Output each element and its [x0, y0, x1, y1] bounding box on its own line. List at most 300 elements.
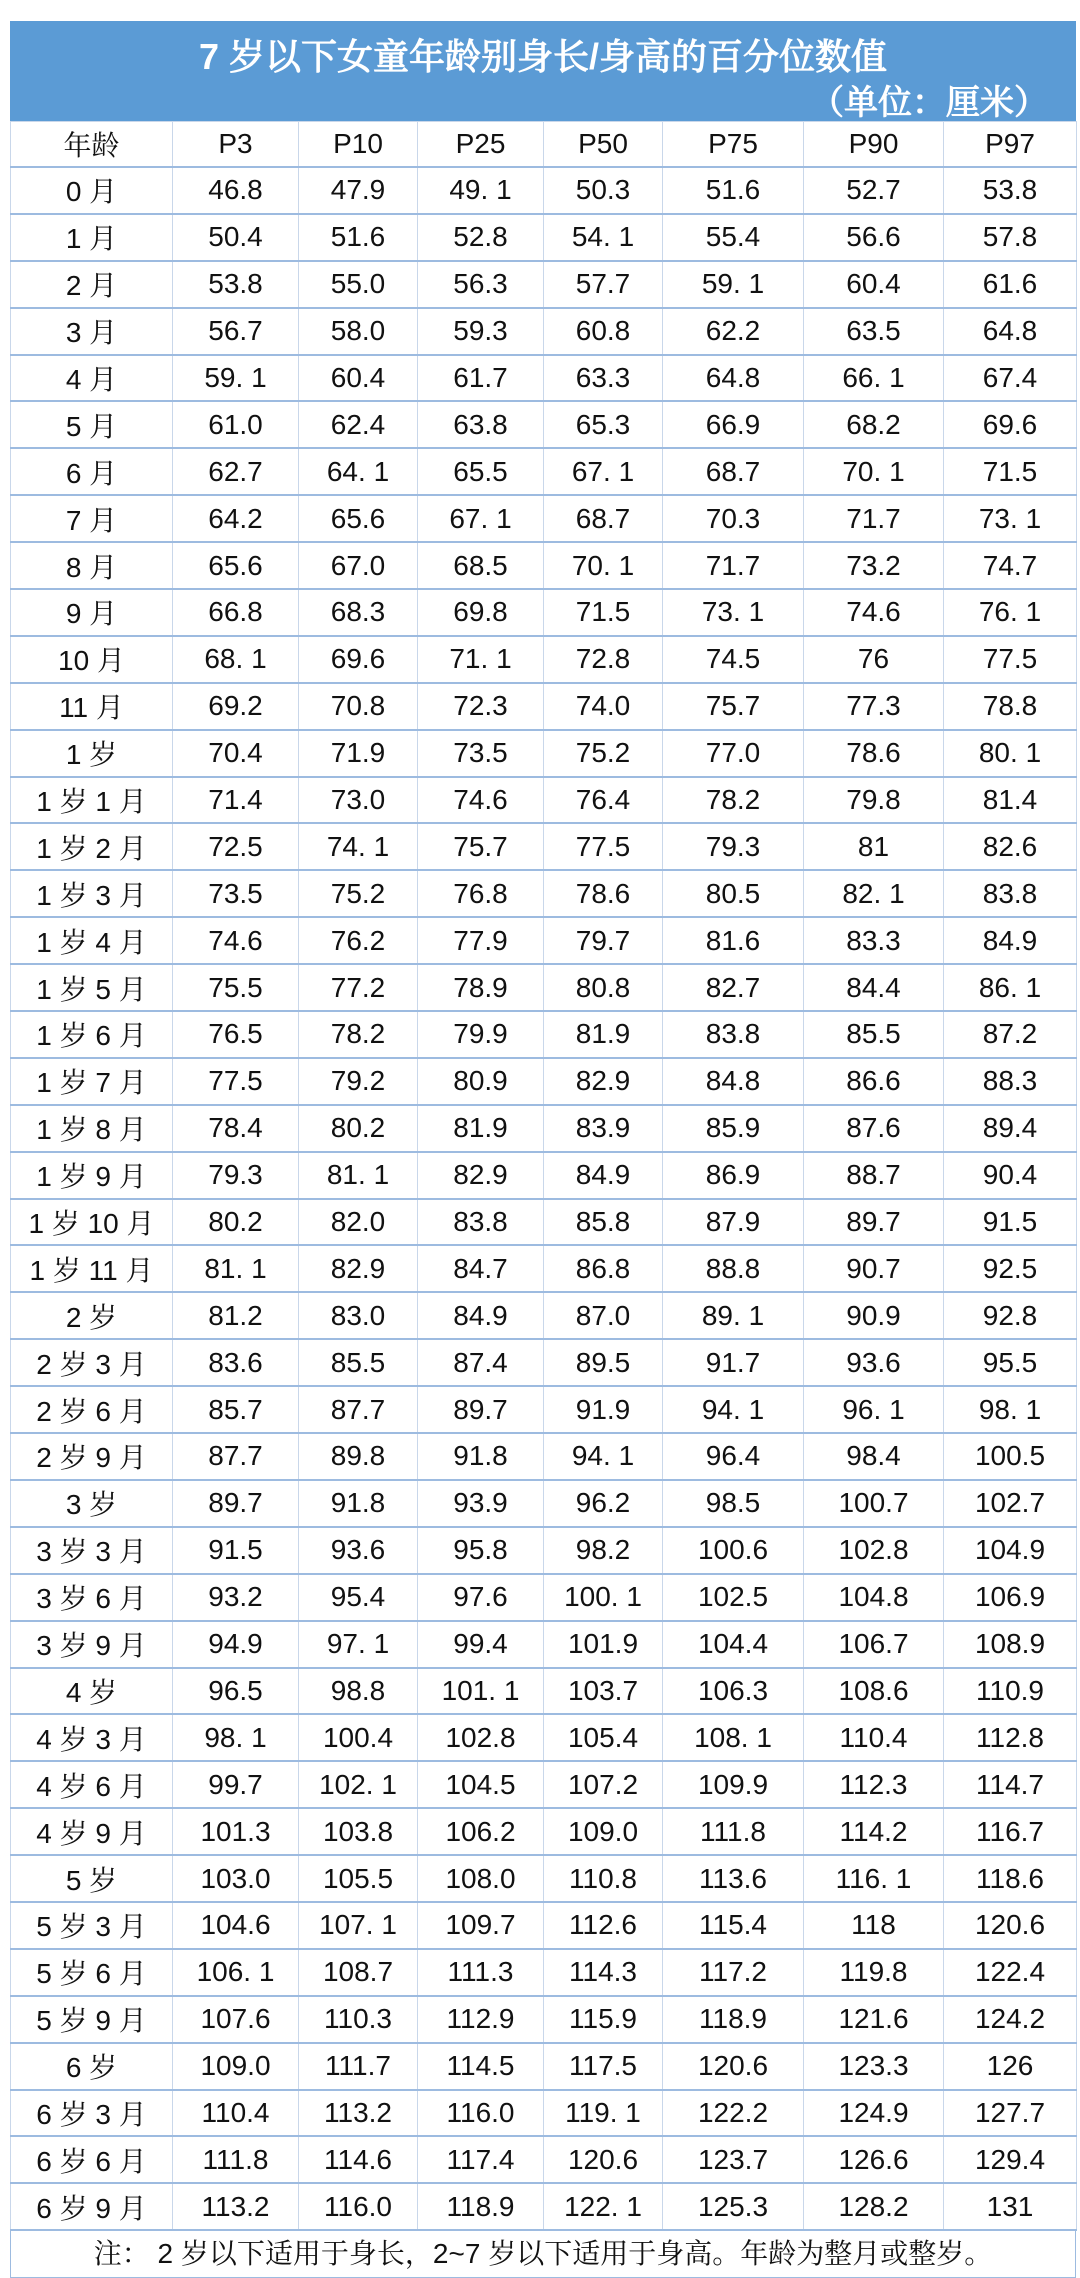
value-cell: 110.4: [173, 2090, 299, 2137]
value-cell: 104.8: [804, 1574, 944, 1621]
value-cell: 69.6: [299, 636, 418, 683]
value-cell: 118.9: [663, 1996, 804, 2043]
value-cell: 92.5: [944, 1245, 1077, 1292]
table-row: [11, 542, 1077, 589]
value-cell: 103.7: [544, 1668, 663, 1715]
table-row: [11, 1527, 1077, 1574]
value-cell: 107. 1: [299, 1902, 418, 1949]
value-cell: 82.9: [418, 1152, 544, 1199]
value-cell: 93.9: [418, 1480, 544, 1527]
value-cell: 100.7: [804, 1480, 944, 1527]
value-cell: 73. 1: [663, 589, 804, 636]
value-cell: 79.2: [299, 1058, 418, 1105]
age-cell: 3 岁 6 月: [11, 1574, 173, 1621]
value-cell: 89.5: [544, 1339, 663, 1386]
value-cell: 111.7: [299, 2043, 418, 2090]
value-cell: 72.8: [544, 636, 663, 683]
table-row: [11, 2043, 1077, 2090]
value-cell: 81: [804, 823, 944, 870]
value-cell: 67. 1: [418, 495, 544, 542]
value-cell: 108.0: [418, 1855, 544, 1902]
value-cell: 118.6: [944, 1855, 1077, 1902]
value-cell: 82.6: [944, 823, 1077, 870]
value-cell: 69.2: [173, 683, 299, 730]
value-cell: 103.8: [299, 1808, 418, 1855]
table-row: [11, 355, 1077, 402]
table-row: [11, 823, 1077, 870]
value-cell: 101.3: [173, 1808, 299, 1855]
table-row: [11, 777, 1077, 824]
value-cell: 80. 1: [944, 730, 1077, 777]
value-cell: 74.6: [173, 917, 299, 964]
value-cell: 76.2: [299, 917, 418, 964]
value-cell: 101.9: [544, 1621, 663, 1668]
value-cell: 83.8: [418, 1199, 544, 1246]
value-cell: 114.7: [944, 1761, 1077, 1808]
value-cell: 84.9: [944, 917, 1077, 964]
value-cell: 65.3: [544, 401, 663, 448]
value-cell: 99.7: [173, 1761, 299, 1808]
table-row: [11, 1668, 1077, 1715]
value-cell: 74.5: [663, 636, 804, 683]
value-cell: 100.4: [299, 1714, 418, 1761]
value-cell: 78.6: [544, 870, 663, 917]
value-cell: 74.6: [804, 589, 944, 636]
value-cell: 113.2: [299, 2090, 418, 2137]
value-cell: 114.6: [299, 2136, 418, 2183]
age-cell: 6 岁 6 月: [11, 2136, 173, 2183]
value-cell: 73. 1: [944, 495, 1077, 542]
value-cell: 93.6: [804, 1339, 944, 1386]
value-cell: 59. 1: [173, 355, 299, 402]
value-cell: 62.7: [173, 448, 299, 495]
value-cell: 61.0: [173, 401, 299, 448]
value-cell: 81.4: [944, 777, 1077, 824]
value-cell: 112.3: [804, 1761, 944, 1808]
value-cell: 117.4: [418, 2136, 544, 2183]
table-row: [11, 1245, 1077, 1292]
value-cell: 77.9: [418, 917, 544, 964]
value-cell: 65.5: [418, 448, 544, 495]
value-cell: 70. 1: [804, 448, 944, 495]
age-cell: 1 岁 7 月: [11, 1058, 173, 1105]
value-cell: 85.5: [804, 1011, 944, 1058]
value-cell: 82.7: [663, 964, 804, 1011]
value-cell: 89.4: [944, 1105, 1077, 1152]
value-cell: 87.4: [418, 1339, 544, 1386]
value-cell: 71.5: [544, 589, 663, 636]
value-cell: 118.9: [418, 2183, 544, 2230]
value-cell: 110.4: [804, 1714, 944, 1761]
value-cell: 58.0: [299, 308, 418, 355]
value-cell: 114.5: [418, 2043, 544, 2090]
value-cell: 75.2: [544, 730, 663, 777]
value-cell: 74.6: [418, 777, 544, 824]
value-cell: 84.9: [544, 1152, 663, 1199]
value-cell: 84.9: [418, 1292, 544, 1339]
column-header: 年龄: [11, 122, 173, 168]
age-cell: 6 月: [11, 448, 173, 495]
value-cell: 109.7: [418, 1902, 544, 1949]
value-cell: 107.6: [173, 1996, 299, 2043]
value-cell: 82. 1: [804, 870, 944, 917]
value-cell: 61.6: [944, 261, 1077, 308]
value-cell: 86. 1: [944, 964, 1077, 1011]
value-cell: 78.2: [299, 1011, 418, 1058]
footnote: 注： 2 岁以下适用于身长，2~7 岁以下适用于身高。年龄为整月或整岁。: [10, 2231, 1076, 2278]
value-cell: 95.8: [418, 1527, 544, 1574]
value-cell: 94.9: [173, 1621, 299, 1668]
value-cell: 69.6: [944, 401, 1077, 448]
value-cell: 71.5: [944, 448, 1077, 495]
value-cell: 95.5: [944, 1339, 1077, 1386]
table-row: [11, 401, 1077, 448]
value-cell: 96. 1: [804, 1386, 944, 1433]
value-cell: 91.5: [944, 1199, 1077, 1246]
value-cell: 63.3: [544, 355, 663, 402]
table-row: [11, 1574, 1077, 1621]
value-cell: 68. 1: [173, 636, 299, 683]
table-row: [11, 261, 1077, 308]
value-cell: 80.5: [663, 870, 804, 917]
value-cell: 124.2: [944, 1996, 1077, 2043]
value-cell: 77.5: [173, 1058, 299, 1105]
value-cell: 124.9: [804, 2090, 944, 2137]
age-cell: 4 岁: [11, 1668, 173, 1715]
age-cell: 3 岁 3 月: [11, 1527, 173, 1574]
value-cell: 77.3: [804, 683, 944, 730]
value-cell: 83.8: [944, 870, 1077, 917]
value-cell: 120.6: [544, 2136, 663, 2183]
value-cell: 104.5: [418, 1761, 544, 1808]
value-cell: 87.9: [663, 1199, 804, 1246]
value-cell: 60.4: [299, 355, 418, 402]
value-cell: 65.6: [299, 495, 418, 542]
value-cell: 75.7: [418, 823, 544, 870]
value-cell: 49. 1: [418, 167, 544, 214]
age-cell: 9 月: [11, 589, 173, 636]
value-cell: 75.5: [173, 964, 299, 1011]
age-cell: 3 月: [11, 308, 173, 355]
value-cell: 110.9: [944, 1668, 1077, 1715]
value-cell: 85.5: [299, 1339, 418, 1386]
table-row: [11, 1433, 1077, 1480]
age-cell: 8 月: [11, 542, 173, 589]
age-cell: 10 月: [11, 636, 173, 683]
table-row: [11, 683, 1077, 730]
age-cell: 5 岁 9 月: [11, 1996, 173, 2043]
value-cell: 79.9: [418, 1011, 544, 1058]
age-cell: 4 岁 9 月: [11, 1808, 173, 1855]
value-cell: 99.4: [418, 1621, 544, 1668]
value-cell: 68.7: [663, 448, 804, 495]
value-cell: 106. 1: [173, 1949, 299, 1996]
value-cell: 56.7: [173, 308, 299, 355]
column-header: P75: [663, 122, 804, 168]
table-row: [11, 636, 1077, 683]
age-cell: 4 岁 3 月: [11, 1714, 173, 1761]
value-cell: 73.5: [173, 870, 299, 917]
value-cell: 91.7: [663, 1339, 804, 1386]
value-cell: 86.6: [804, 1058, 944, 1105]
value-cell: 102.5: [663, 1574, 804, 1621]
value-cell: 68.5: [418, 542, 544, 589]
value-cell: 91.8: [299, 1480, 418, 1527]
value-cell: 89.7: [418, 1386, 544, 1433]
value-cell: 104.6: [173, 1902, 299, 1949]
value-cell: 53.8: [944, 167, 1077, 214]
value-cell: 88.8: [663, 1245, 804, 1292]
table-row: [11, 2136, 1077, 2183]
value-cell: 79.8: [804, 777, 944, 824]
value-cell: 118: [804, 1902, 944, 1949]
value-cell: 66.8: [173, 589, 299, 636]
value-cell: 101. 1: [418, 1668, 544, 1715]
value-cell: 87.0: [544, 1292, 663, 1339]
value-cell: 68.3: [299, 589, 418, 636]
value-cell: 106.7: [804, 1621, 944, 1668]
value-cell: 91.9: [544, 1386, 663, 1433]
age-cell: 2 月: [11, 261, 173, 308]
value-cell: 111.8: [663, 1808, 804, 1855]
table-title: 7 岁以下女童年龄别身长/身高的百分位数值: [198, 36, 888, 77]
value-cell: 112.6: [544, 1902, 663, 1949]
table-row: [11, 1292, 1077, 1339]
value-cell: 98.8: [299, 1668, 418, 1715]
value-cell: 97.6: [418, 1574, 544, 1621]
value-cell: 61.7: [418, 355, 544, 402]
value-cell: 116.0: [418, 2090, 544, 2137]
age-cell: 2 岁 3 月: [11, 1339, 173, 1386]
table-row: [11, 495, 1077, 542]
value-cell: 115.9: [544, 1996, 663, 2043]
value-cell: 116. 1: [804, 1855, 944, 1902]
value-cell: 105.4: [544, 1714, 663, 1761]
value-cell: 77.0: [663, 730, 804, 777]
value-cell: 63.5: [804, 308, 944, 355]
table-row: [11, 1152, 1077, 1199]
value-cell: 78.6: [804, 730, 944, 777]
value-cell: 84.7: [418, 1245, 544, 1292]
value-cell: 68.7: [544, 495, 663, 542]
value-cell: 81.2: [173, 1292, 299, 1339]
age-cell: 1 月: [11, 214, 173, 261]
table-row: [11, 1386, 1077, 1433]
age-cell: 6 岁 3 月: [11, 2090, 173, 2137]
value-cell: 97. 1: [299, 1621, 418, 1668]
table-row: [11, 964, 1077, 1011]
value-cell: 71.7: [804, 495, 944, 542]
value-cell: 113.6: [663, 1855, 804, 1902]
value-cell: 80.9: [418, 1058, 544, 1105]
column-header: P97: [944, 122, 1077, 168]
value-cell: 78.9: [418, 964, 544, 1011]
value-cell: 56.3: [418, 261, 544, 308]
value-cell: 74. 1: [299, 823, 418, 870]
age-cell: 1 岁 11 月: [11, 1245, 173, 1292]
value-cell: 106.3: [663, 1668, 804, 1715]
value-cell: 64.2: [173, 495, 299, 542]
table-row: [11, 870, 1077, 917]
value-cell: 125.3: [663, 2183, 804, 2230]
value-cell: 128.2: [804, 2183, 944, 2230]
value-cell: 59. 1: [663, 261, 804, 308]
value-cell: 67.4: [944, 355, 1077, 402]
value-cell: 104.9: [944, 1527, 1077, 1574]
table-row: [11, 2183, 1077, 2230]
value-cell: 76.8: [418, 870, 544, 917]
value-cell: 51.6: [299, 214, 418, 261]
value-cell: 80.2: [299, 1105, 418, 1152]
value-cell: 86.8: [544, 1245, 663, 1292]
value-cell: 81. 1: [173, 1245, 299, 1292]
table-row: [11, 1714, 1077, 1761]
value-cell: 112.9: [418, 1996, 544, 2043]
table-row: [11, 917, 1077, 964]
table-row: [11, 1011, 1077, 1058]
value-cell: 83.0: [299, 1292, 418, 1339]
value-cell: 114.2: [804, 1808, 944, 1855]
value-cell: 98.5: [663, 1480, 804, 1527]
value-cell: 85.8: [544, 1199, 663, 1246]
value-cell: 79.7: [544, 917, 663, 964]
value-cell: 106.9: [944, 1574, 1077, 1621]
value-cell: 76: [804, 636, 944, 683]
value-cell: 98.2: [544, 1527, 663, 1574]
table-row: [11, 1902, 1077, 1949]
percentile-table: [10, 121, 1077, 2231]
value-cell: 96.2: [544, 1480, 663, 1527]
value-cell: 81. 1: [299, 1152, 418, 1199]
table-row: [11, 448, 1077, 495]
age-cell: 7 月: [11, 495, 173, 542]
value-cell: 111.3: [418, 1949, 544, 1996]
value-cell: 57.8: [944, 214, 1077, 261]
value-cell: 77.5: [944, 636, 1077, 683]
value-cell: 71.9: [299, 730, 418, 777]
value-cell: 96.5: [173, 1668, 299, 1715]
value-cell: 83.3: [804, 917, 944, 964]
value-cell: 98. 1: [173, 1714, 299, 1761]
age-cell: 2 岁: [11, 1292, 173, 1339]
value-cell: 55.4: [663, 214, 804, 261]
value-cell: 120.6: [944, 1902, 1077, 1949]
value-cell: 90.9: [804, 1292, 944, 1339]
value-cell: 71. 1: [418, 636, 544, 683]
value-cell: 88.3: [944, 1058, 1077, 1105]
table-row: [11, 1808, 1077, 1855]
age-cell: 1 岁 9 月: [11, 1152, 173, 1199]
value-cell: 66. 1: [804, 355, 944, 402]
value-cell: 102.8: [804, 1527, 944, 1574]
value-cell: 87.7: [299, 1386, 418, 1433]
value-cell: 116.0: [299, 2183, 418, 2230]
value-cell: 91.5: [173, 1527, 299, 1574]
value-cell: 89.7: [804, 1199, 944, 1246]
value-cell: 122.2: [663, 2090, 804, 2137]
age-cell: 3 岁 9 月: [11, 1621, 173, 1668]
value-cell: 86.9: [663, 1152, 804, 1199]
value-cell: 98.4: [804, 1433, 944, 1480]
value-cell: 126.6: [804, 2136, 944, 2183]
column-header: P25: [418, 122, 544, 168]
age-cell: 3 岁: [11, 1480, 173, 1527]
value-cell: 100.5: [944, 1433, 1077, 1480]
table-row: [11, 589, 1077, 636]
value-cell: 120.6: [663, 2043, 804, 2090]
value-cell: 82.9: [544, 1058, 663, 1105]
age-cell: 11 月: [11, 683, 173, 730]
age-cell: 1 岁: [11, 730, 173, 777]
age-cell: 2 岁 9 月: [11, 1433, 173, 1480]
value-cell: 87.2: [944, 1011, 1077, 1058]
value-cell: 74.7: [944, 542, 1077, 589]
age-cell: 1 岁 5 月: [11, 964, 173, 1011]
value-cell: 122. 1: [544, 2183, 663, 2230]
value-cell: 111.8: [173, 2136, 299, 2183]
value-cell: 129.4: [944, 2136, 1077, 2183]
value-cell: 63.8: [418, 401, 544, 448]
unit-label: （单位：厘米）: [810, 84, 1048, 122]
value-cell: 117.2: [663, 1949, 804, 1996]
value-cell: 109.9: [663, 1761, 804, 1808]
header-row: [11, 122, 1077, 168]
value-cell: 92.8: [944, 1292, 1077, 1339]
value-cell: 76. 1: [944, 589, 1077, 636]
value-cell: 71.7: [663, 542, 804, 589]
value-cell: 47.9: [299, 167, 418, 214]
value-cell: 116.7: [944, 1808, 1077, 1855]
value-cell: 81.9: [544, 1011, 663, 1058]
column-header: P3: [173, 122, 299, 168]
age-cell: 1 岁 3 月: [11, 870, 173, 917]
value-cell: 80.8: [544, 964, 663, 1011]
value-cell: 80.2: [173, 1199, 299, 1246]
value-cell: 70. 1: [544, 542, 663, 589]
table-row: [11, 1621, 1077, 1668]
age-cell: 4 岁 6 月: [11, 1761, 173, 1808]
value-cell: 51.6: [663, 167, 804, 214]
value-cell: 60.8: [544, 308, 663, 355]
value-cell: 70.8: [299, 683, 418, 730]
table-row: [11, 730, 1077, 777]
value-cell: 72.3: [418, 683, 544, 730]
value-cell: 94. 1: [544, 1433, 663, 1480]
value-cell: 119.8: [804, 1949, 944, 1996]
percentile-table-document: [10, 21, 1076, 2278]
value-cell: 46.8: [173, 167, 299, 214]
age-cell: 4 月: [11, 355, 173, 402]
value-cell: 64.8: [944, 308, 1077, 355]
value-cell: 62.4: [299, 401, 418, 448]
value-cell: 57.7: [544, 261, 663, 308]
table-row: [11, 214, 1077, 261]
value-cell: 108. 1: [663, 1714, 804, 1761]
value-cell: 102. 1: [299, 1761, 418, 1808]
value-cell: 84.4: [804, 964, 944, 1011]
age-cell: 1 岁 6 月: [11, 1011, 173, 1058]
age-cell: 1 岁 1 月: [11, 777, 173, 824]
value-cell: 104.4: [663, 1621, 804, 1668]
value-cell: 81.6: [663, 917, 804, 964]
table-row: [11, 1855, 1077, 1902]
table-row: [11, 1761, 1077, 1808]
value-cell: 66.9: [663, 401, 804, 448]
value-cell: 59.3: [418, 308, 544, 355]
value-cell: 93.6: [299, 1527, 418, 1574]
value-cell: 64.8: [663, 355, 804, 402]
value-cell: 105.5: [299, 1855, 418, 1902]
